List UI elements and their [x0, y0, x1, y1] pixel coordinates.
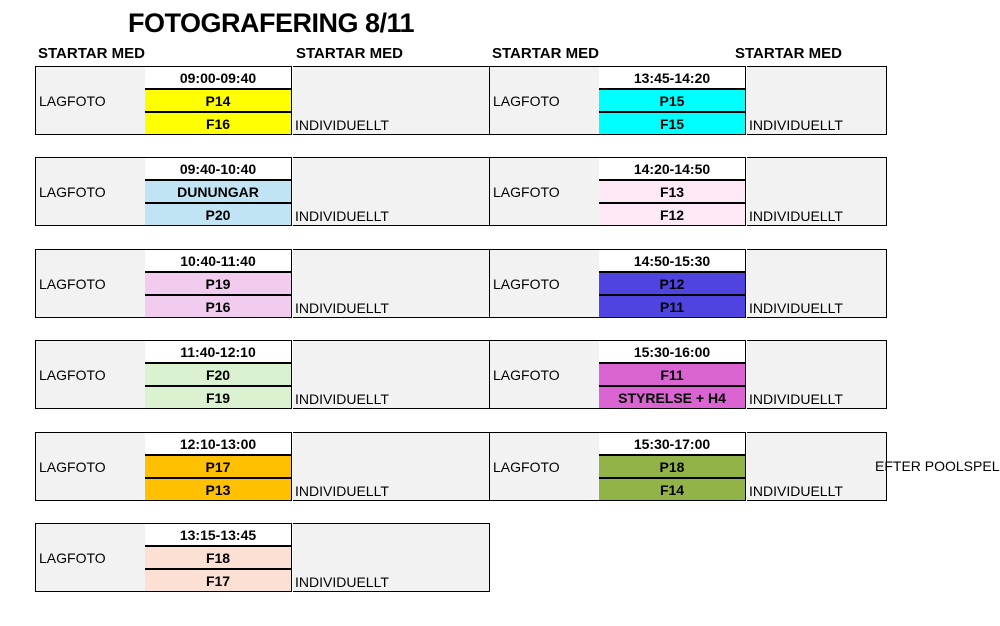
lagfoto-label: LAGFOTO	[493, 459, 560, 475]
time-cell: 09:40-10:40	[145, 157, 292, 180]
individuellt-cell	[293, 523, 490, 592]
lagfoto-cell	[489, 340, 601, 409]
group-cell-first: F11	[599, 363, 746, 386]
lagfoto-cell	[35, 157, 147, 226]
individuellt-cell	[747, 340, 887, 409]
header-startar-med-4: STARTAR MED	[735, 45, 842, 62]
lagfoto-label: LAGFOTO	[39, 550, 106, 566]
schedule-row	[35, 340, 872, 409]
slot-left-3	[35, 340, 489, 409]
group-cell-second: F14	[599, 478, 746, 501]
individuellt-cell	[293, 66, 490, 135]
time-cell: 12:10-13:00	[145, 432, 292, 455]
group-cells	[599, 157, 747, 226]
group-cells	[599, 340, 747, 409]
lagfoto-label: LAGFOTO	[493, 276, 560, 292]
group-cell-first: DUNUNGAR	[145, 180, 292, 203]
lagfoto-label: LAGFOTO	[493, 367, 560, 383]
group-cell-second: F15	[599, 112, 746, 135]
group-cells	[145, 157, 293, 226]
time-cell: 10:40-11:40	[145, 249, 292, 272]
lagfoto-cell	[489, 432, 601, 501]
individuellt-cell	[293, 432, 490, 501]
time-cell: 09:00-09:40	[145, 66, 292, 89]
group-cell-first: P19	[145, 272, 292, 295]
slot-right-3	[489, 340, 872, 409]
group-cell-first: P12	[599, 272, 746, 295]
time-cell: 14:20-14:50	[599, 157, 746, 180]
group-cells	[145, 340, 293, 409]
group-cell-first: P15	[599, 89, 746, 112]
lagfoto-cell	[489, 157, 601, 226]
individuellt-cell	[747, 66, 887, 135]
group-cells	[599, 249, 747, 318]
group-cells	[145, 432, 293, 501]
lagfoto-cell	[35, 523, 147, 592]
group-cell-second: STYRELSE + H4	[599, 386, 746, 409]
individuellt-label: INDIVIDUELLT	[295, 391, 389, 407]
group-cell-second: F16	[145, 112, 292, 135]
schedule-row	[35, 157, 872, 226]
lagfoto-label: LAGFOTO	[39, 184, 106, 200]
group-cell-second: P16	[145, 295, 292, 318]
individuellt-label: INDIVIDUELLT	[295, 300, 389, 316]
slot-left-5	[35, 523, 489, 592]
lagfoto-label: LAGFOTO	[39, 367, 106, 383]
individuellt-cell	[747, 432, 887, 501]
group-cell-first: P14	[145, 89, 292, 112]
group-cells	[145, 66, 293, 135]
individuellt-label: INDIVIDUELLT	[295, 117, 389, 133]
slot-right-0	[489, 66, 872, 135]
slot-left-4	[35, 432, 489, 501]
slot-left-2	[35, 249, 489, 318]
header-startar-med-3: STARTAR MED	[492, 45, 599, 62]
header-startar-med-1: STARTAR MED	[38, 45, 145, 62]
slot-right-1	[489, 157, 872, 226]
schedule-row	[35, 66, 872, 135]
individuellt-cell	[293, 340, 490, 409]
group-cell-second: F17	[145, 569, 292, 592]
lagfoto-cell	[489, 66, 601, 135]
group-cell-first: P17	[145, 455, 292, 478]
group-cell-second: P13	[145, 478, 292, 501]
group-cell-first: P18	[599, 455, 746, 478]
group-cells	[599, 432, 747, 501]
group-cell-second: P20	[145, 203, 292, 226]
lagfoto-cell	[35, 340, 147, 409]
time-cell: 13:45-14:20	[599, 66, 746, 89]
group-cell-first: F20	[145, 363, 292, 386]
group-cells	[145, 523, 293, 592]
individuellt-label: INDIVIDUELLT	[749, 208, 843, 224]
lagfoto-cell	[35, 249, 147, 318]
schedule-row	[35, 432, 872, 501]
lagfoto-cell	[489, 249, 601, 318]
group-cell-second: F12	[599, 203, 746, 226]
group-cell-second: P11	[599, 295, 746, 318]
schedule-row	[35, 249, 872, 318]
lagfoto-label: LAGFOTO	[39, 459, 106, 475]
slot-right-2	[489, 249, 872, 318]
header-startar-med-2: STARTAR MED	[296, 45, 403, 62]
page-title: FOTOGRAFERING 8/11	[128, 8, 415, 38]
individuellt-label: INDIVIDUELLT	[749, 483, 843, 499]
time-cell: 15:30-17:00	[599, 432, 746, 455]
time-cell: 13:15-13:45	[145, 523, 292, 546]
group-cell-first: F18	[145, 546, 292, 569]
lagfoto-cell	[35, 432, 147, 501]
group-cells	[599, 66, 747, 135]
group-cell-first: F13	[599, 180, 746, 203]
time-cell: 11:40-12:10	[145, 340, 292, 363]
individuellt-label: INDIVIDUELLT	[295, 574, 389, 590]
individuellt-label: INDIVIDUELLT	[749, 391, 843, 407]
time-cell: 14:50-15:30	[599, 249, 746, 272]
group-cell-second: F19	[145, 386, 292, 409]
slot-right-4	[489, 432, 872, 501]
lagfoto-label: LAGFOTO	[39, 276, 106, 292]
lagfoto-label: LAGFOTO	[39, 93, 106, 109]
individuellt-label: INDIVIDUELLT	[295, 208, 389, 224]
individuellt-cell	[747, 249, 887, 318]
individuellt-cell	[293, 157, 490, 226]
individuellt-label: INDIVIDUELLT	[749, 300, 843, 316]
individuellt-label: INDIVIDUELLT	[295, 483, 389, 499]
time-cell: 15:30-16:00	[599, 340, 746, 363]
slot-left-1	[35, 157, 489, 226]
lagfoto-label: LAGFOTO	[493, 184, 560, 200]
lagfoto-cell	[35, 66, 147, 135]
schedule-row	[35, 523, 489, 592]
individuellt-cell	[747, 157, 887, 226]
lagfoto-label: LAGFOTO	[493, 93, 560, 109]
individuellt-cell	[293, 249, 490, 318]
slot-left-0	[35, 66, 489, 135]
note-efter-poolspel: EFTER POOLSPEL	[875, 458, 1000, 474]
individuellt-label: INDIVIDUELLT	[749, 117, 843, 133]
group-cells	[145, 249, 293, 318]
